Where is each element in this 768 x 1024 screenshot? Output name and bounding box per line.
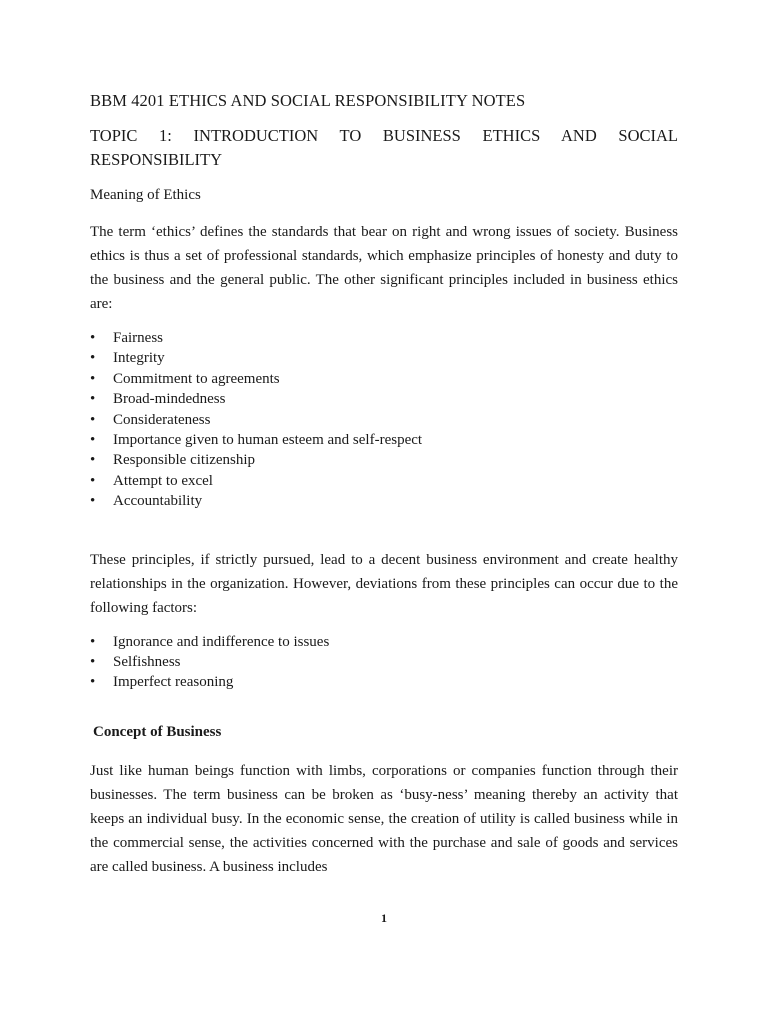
list-item: • Fairness: [90, 328, 678, 348]
bullet-icon: •: [90, 330, 96, 346]
list-item: • Accountability: [90, 491, 678, 511]
bullet-icon: •: [90, 654, 96, 671]
deviation-paragraph: These principles, if strictly pursued, lead to a decent business environment and create healthy relationships in the organization. However, deviations from these principles can occur due to the following factors:: [90, 551, 678, 616]
document-page: [90, 88, 678, 891]
meaning-of-ethics-heading: Meaning of Ethics: [90, 187, 201, 203]
page-number: 1: [381, 911, 387, 925]
concept-of-business-heading: Concept of Business: [93, 723, 222, 740]
bullet-icon: •: [90, 391, 96, 408]
bullet-icon: •: [90, 452, 96, 469]
list-item: • Integrity: [90, 348, 678, 368]
list-item: • Ignorance and indifference to issues: [90, 632, 678, 652]
bullet-icon: •: [90, 411, 96, 428]
list-item: • Importance given to human esteem and self-respect: [90, 430, 678, 450]
list-item: • Considerateness: [90, 410, 678, 430]
list-item: • Selfishness: [90, 652, 678, 672]
list-item: • Broad-mindedness: [90, 389, 678, 409]
list-item: • Responsible citizenship: [90, 450, 678, 470]
bullet-icon: •: [90, 472, 96, 489]
concept-of-business-paragraph: Just like human beings function with limbs, corporations or companies function through their businesses. The term business can be broken as ‘busy-ness’ meaning thereby an activity that keeps an individual busy. In the economic sense, the creation of utility is called business while in the commercial sense, the activities concerned with the purchase and sale of goods and services are called business. A business includes: [90, 762, 678, 875]
bullet-icon: •: [90, 370, 96, 387]
factors-list: [90, 632, 678, 693]
list-item: • Commitment to agreements: [90, 369, 678, 389]
ethics-definition-paragraph: The term ‘ethics’ defines the standards that bear on right and wrong issues of society. Business ethics is thus a set of professional standards, which emphasize principles of honesty and duty to the business and the general public. The other significant principles included in business ethics are:: [90, 224, 678, 312]
list-item: • Imperfect reasoning: [90, 672, 678, 692]
bullet-icon: •: [90, 493, 96, 510]
topic-title: TOPIC 1: INTRODUCTION TO BUSINESS ETHICS AND SOCIAL RESPONSIBILITY: [90, 126, 678, 169]
document-title: BBM 4201 ETHICS AND SOCIAL RESPONSIBILITY NOTES: [90, 91, 526, 110]
bullet-icon: •: [90, 633, 96, 650]
bullet-icon: •: [90, 432, 96, 449]
principles-list: [90, 328, 678, 512]
list-item: • Attempt to excel: [90, 471, 678, 491]
bullet-icon: •: [90, 674, 96, 691]
bullet-icon: •: [90, 350, 96, 367]
